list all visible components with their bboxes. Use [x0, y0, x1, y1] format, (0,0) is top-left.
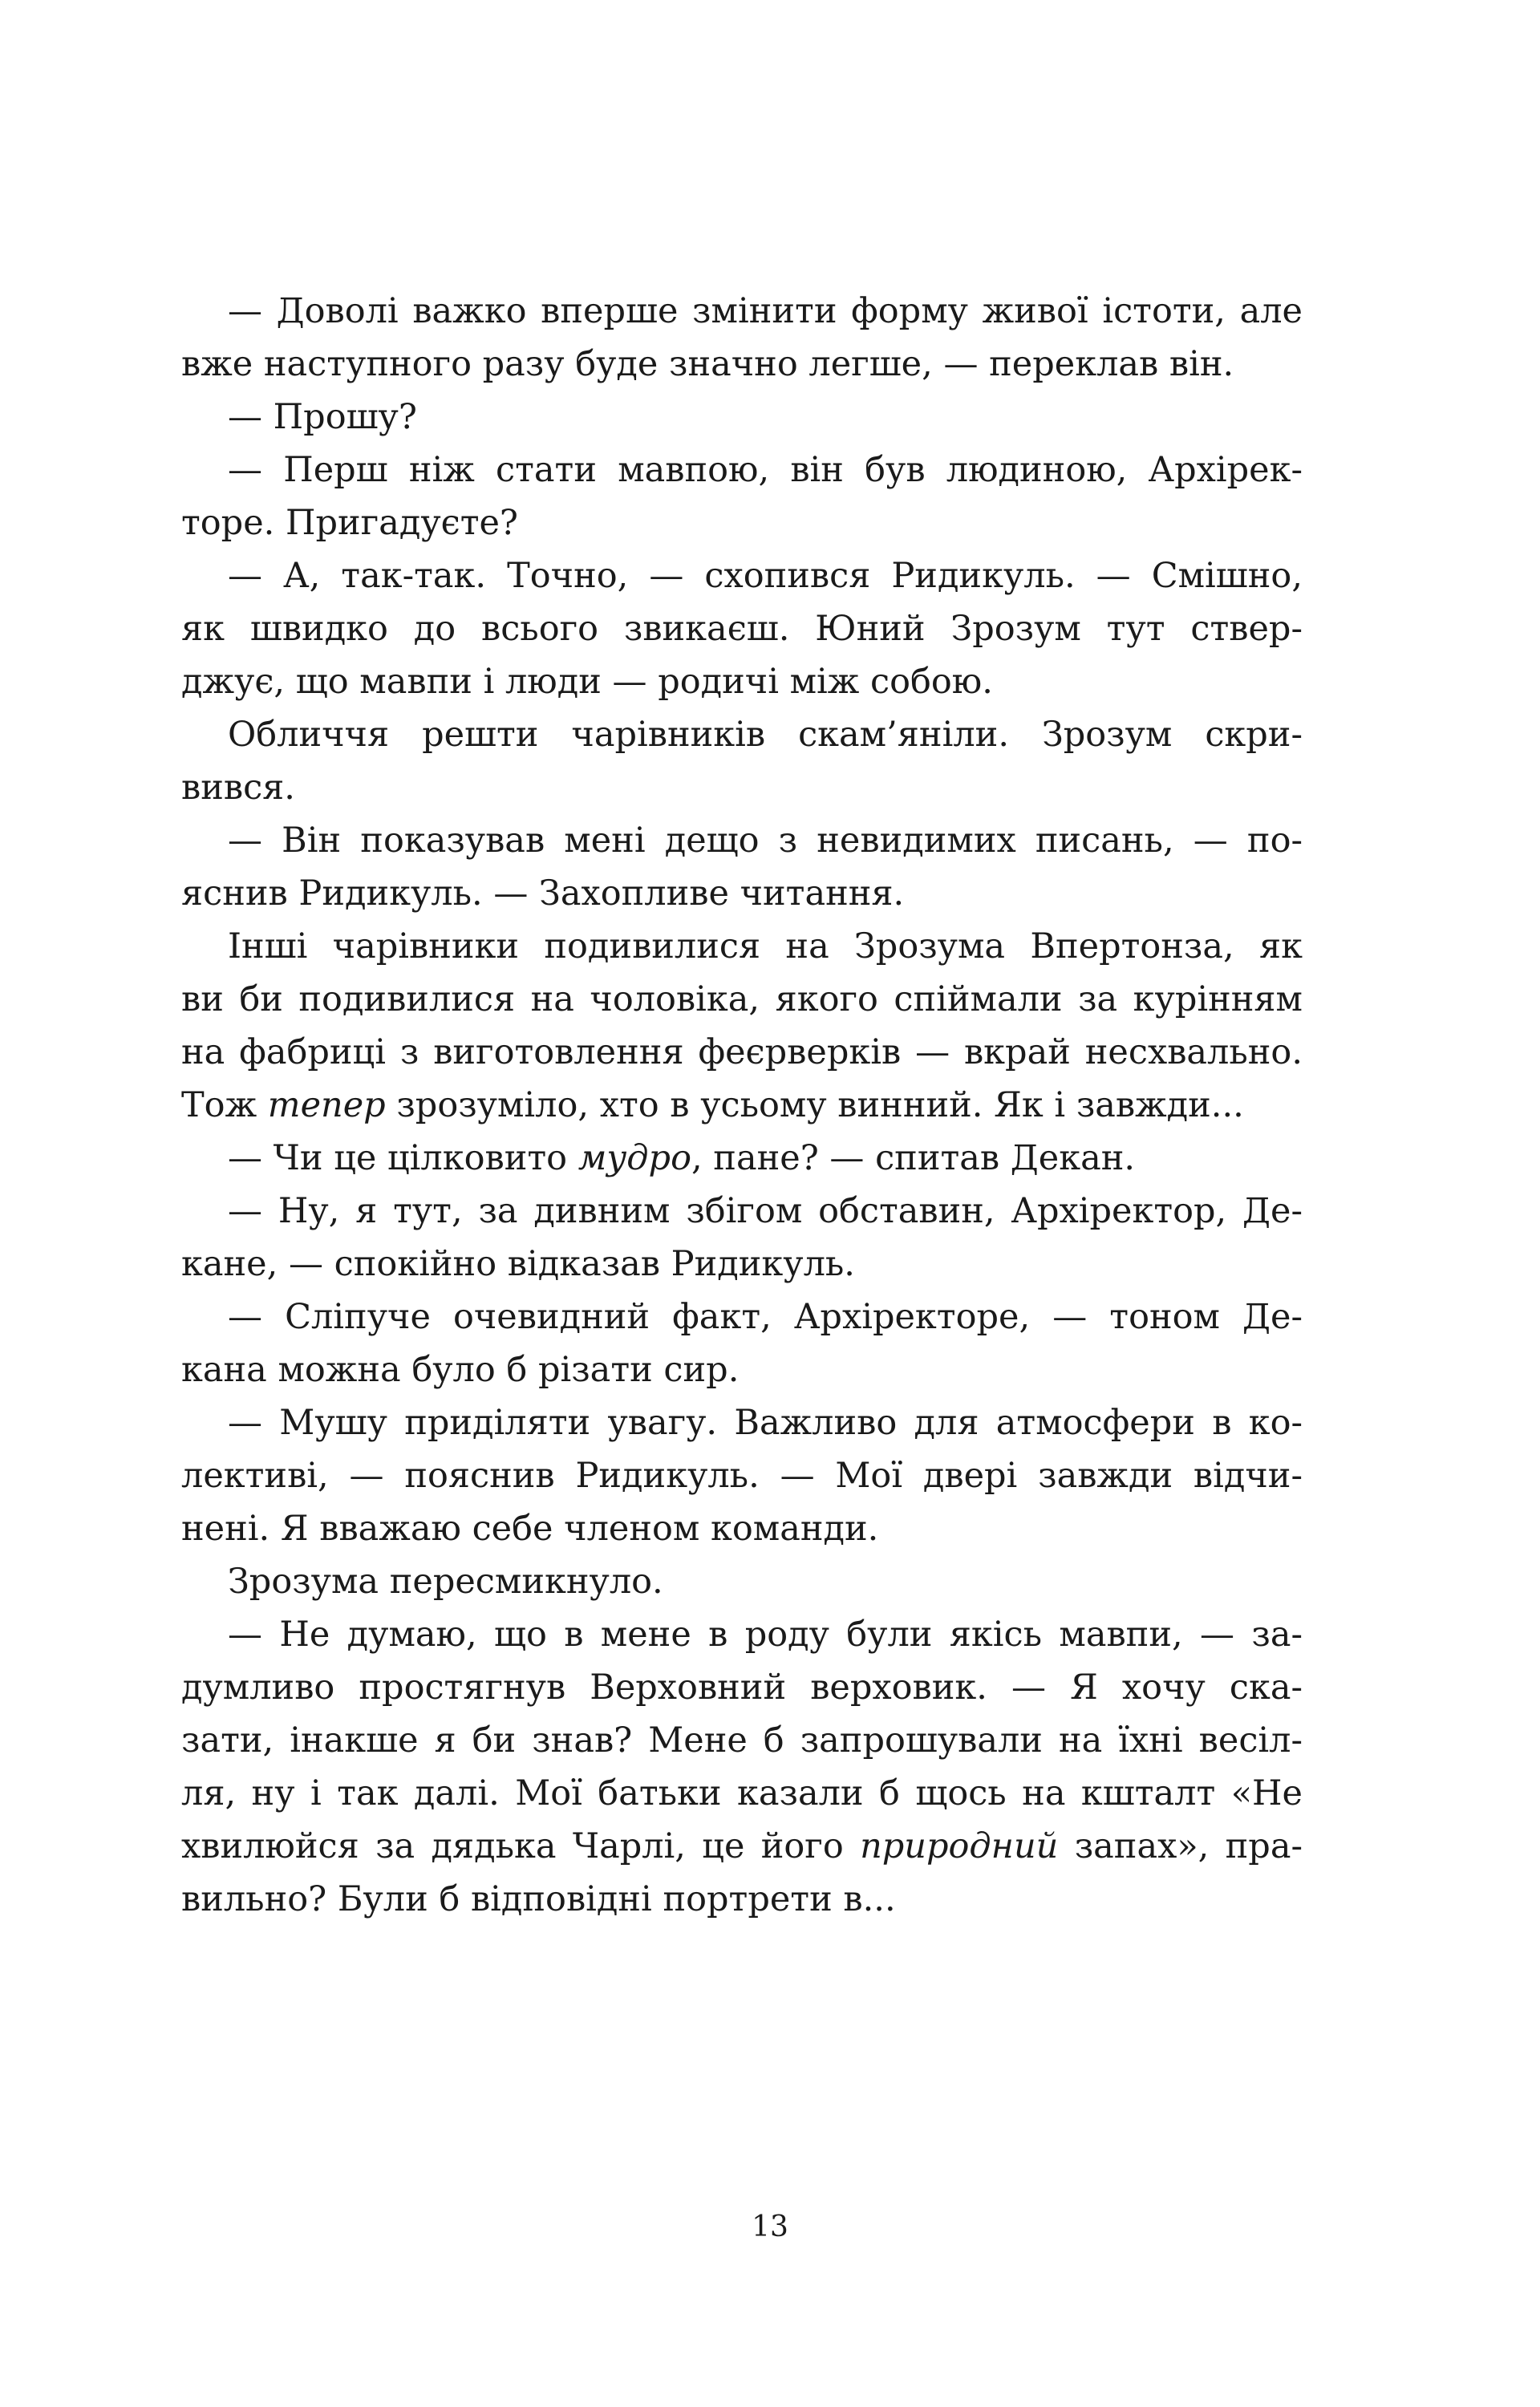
text-line: [181, 1396, 1303, 1449]
text-segment: , пане? — спитав Декан.: [691, 1138, 1136, 1178]
text-line: [181, 1343, 1303, 1396]
text-segment: Інші чарівники подивилися на Зрозума Впертонза, як: [228, 926, 1303, 966]
text-segment: лективі, — пояснив Ридикуль. — Мої двері завжди відчи-: [181, 1456, 1303, 1496]
text-line: [181, 1185, 1303, 1238]
text-segment: як швидко до всього звикаєш. Юний Зрозум тут ствер-: [181, 609, 1303, 649]
text-line: [181, 708, 1303, 761]
text-segment: вився.: [181, 768, 295, 808]
text-line: [181, 338, 1303, 391]
text-line: [181, 761, 1303, 814]
text-line: [181, 549, 1303, 602]
text-line: [181, 444, 1303, 496]
text-segment: вильно? Були б відповідні портрети в...: [181, 1879, 896, 1919]
text-segment: думливо простягнув Верховний верховик. — Я хочу ска-: [181, 1667, 1303, 1708]
text-segment: — А, так-так. Точно, — схопився Ридикуль. — Смішно,: [228, 556, 1303, 596]
text-line: [181, 496, 1303, 549]
text-segment: — Він показував мені дещо з невидимих писань, — по-: [228, 821, 1303, 861]
text-segment: зрозуміло, хто в усьому винний. Як і завжди...: [385, 1085, 1244, 1125]
text-line: [181, 655, 1303, 708]
text-line: [181, 391, 1303, 444]
text-segment: Обличчя решти чарівників скам’яніли. Зрозум скри-: [228, 715, 1303, 755]
text-line: [181, 1026, 1303, 1079]
italic-text: мудро: [578, 1138, 691, 1178]
text-segment: кане, — спокійно відказав Ридикуль.: [181, 1244, 855, 1284]
text-line: [181, 602, 1303, 655]
text-segment: — Прошу?: [228, 397, 417, 437]
text-line: [181, 920, 1303, 973]
text-segment: зати, інакше я би знав? Мене б запрошували на їхні весіл-: [181, 1720, 1303, 1761]
italic-text: природний: [860, 1826, 1059, 1866]
text-line: [181, 1502, 1303, 1555]
text-segment: ви би подивилися на чоловіка, якого спіймали за курінням: [181, 979, 1303, 1019]
text-line: [181, 1608, 1303, 1661]
text-line: [181, 1820, 1303, 1873]
text-segment: — Перш ніж стати мавпою, він був людиною, Архірек-: [228, 450, 1303, 490]
text-segment: нені. Я вважаю себе членом команди.: [181, 1509, 879, 1549]
text-segment: — Мушу приділяти увагу. Важливо для атмосфери в ко-: [228, 1403, 1303, 1443]
text-segment: джує, що мавпи і люди — родичі між собою.: [181, 662, 993, 702]
text-line: [181, 1132, 1303, 1185]
text-segment: — Доволі важко вперше змінити форму живої істоти, але: [228, 291, 1303, 331]
text-line: [181, 1555, 1303, 1608]
text-segment: кана можна було б різати сир.: [181, 1350, 740, 1390]
text-line: [181, 814, 1303, 867]
page-number: 13: [752, 2210, 788, 2243]
text-line: [181, 1291, 1303, 1343]
text-line: [181, 1873, 1303, 1926]
body-text: [181, 285, 1303, 1926]
text-line: [181, 1661, 1303, 1714]
text-line: [181, 285, 1303, 338]
text-segment: яснив Ридикуль. — Захопливе читання.: [181, 873, 905, 914]
text-segment: — Сліпуче очевидний факт, Архіректоре, — тоном Де-: [228, 1297, 1303, 1337]
text-line: [181, 1238, 1303, 1291]
text-segment: запах», пра-: [1058, 1826, 1303, 1866]
text-line: [181, 1079, 1303, 1132]
italic-text: тепер: [267, 1085, 386, 1125]
text-segment: вже наступного разу буде значно легше, — переклав він.: [181, 344, 1234, 384]
text-segment: — Чи це цілковито: [228, 1138, 578, 1178]
text-line: [181, 1449, 1303, 1502]
text-segment: на фабриці з виготовлення феєрверків — вкрай несхвально.: [181, 1032, 1303, 1072]
text-segment: — Не думаю, що в мене в роду були якісь мавпи, — за-: [228, 1615, 1303, 1655]
text-line: [181, 867, 1303, 920]
text-segment: Зрозума пересмикнуло.: [228, 1562, 663, 1602]
text-line: [181, 1767, 1303, 1820]
text-segment: торе. Пригадуєте?: [181, 503, 518, 543]
text-line: [181, 973, 1303, 1026]
text-segment: хвилюйся за дядька Чарлі, це його: [181, 1826, 861, 1866]
text-segment: — Ну, я тут, за дивним збігом обставин, Архіректор, Де-: [228, 1191, 1303, 1231]
text-segment: Тож: [181, 1085, 268, 1125]
text-segment: ля, ну і так далі. Мої батьки казали б щось на кшталт «Не: [181, 1773, 1303, 1813]
text-line: [181, 1714, 1303, 1767]
